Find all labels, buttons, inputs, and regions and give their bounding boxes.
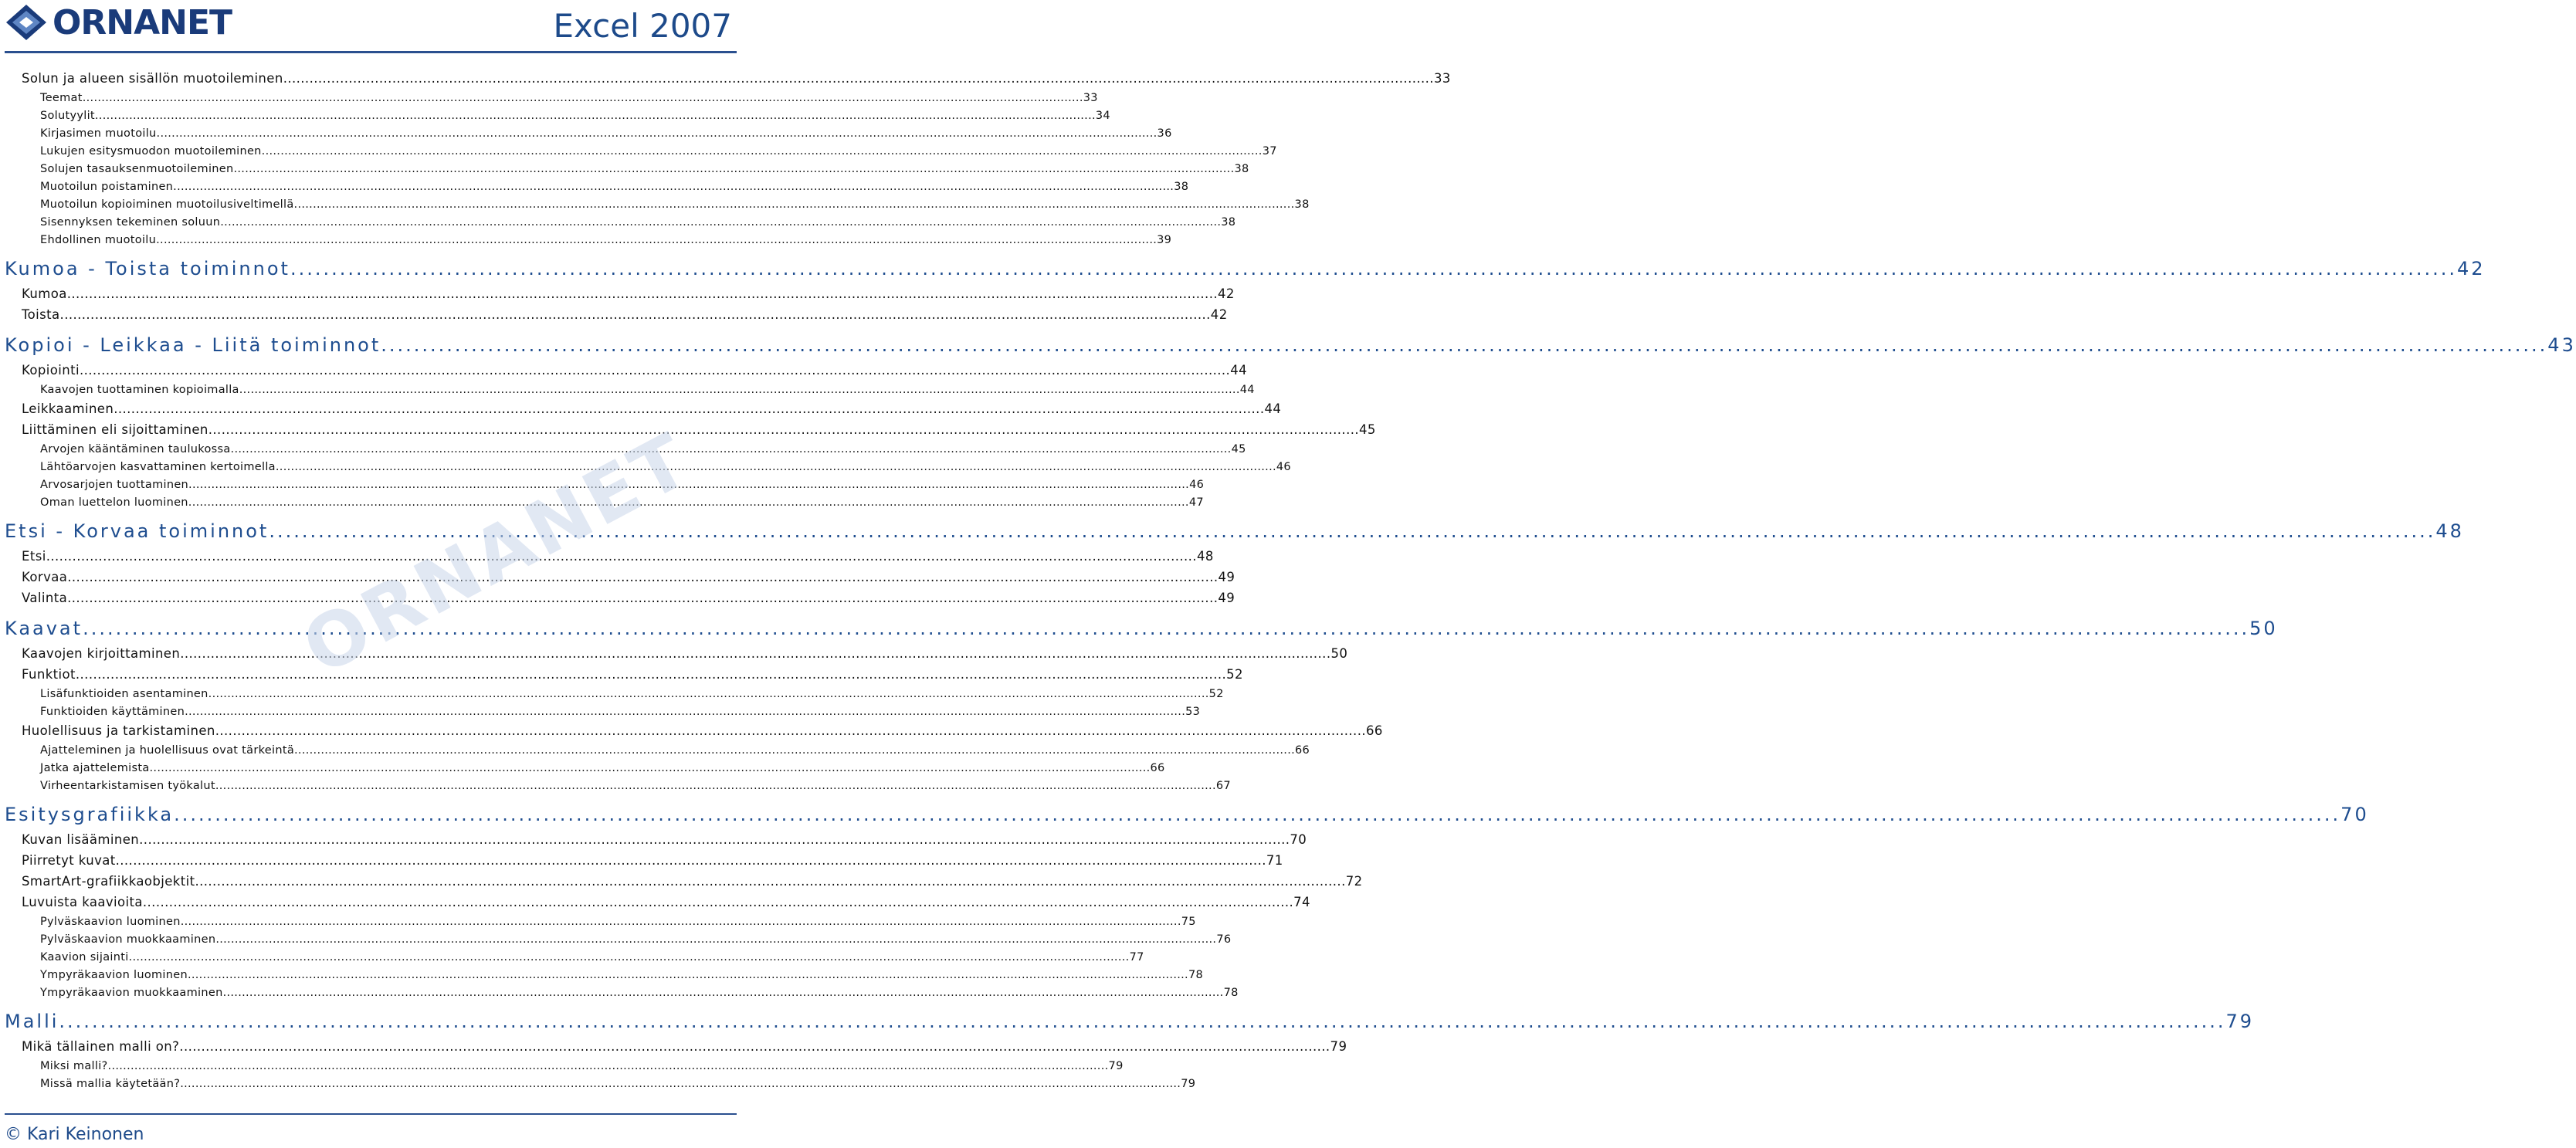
toc-leader-dots xyxy=(157,127,1158,140)
toc-leader-dots xyxy=(76,667,1226,682)
toc-entry-page: 71 xyxy=(1266,853,1283,868)
toc-entry[interactable] xyxy=(22,307,1228,322)
toc-entry[interactable] xyxy=(22,874,1363,889)
toc-entry[interactable] xyxy=(22,895,1310,909)
toc-entry-page: 38 xyxy=(1221,216,1236,229)
toc-entry-label: Huolellisuus ja tarkistaminen xyxy=(22,723,215,738)
toc-entry-label: Kopioi - Leikkaa - Liitä toiminnot xyxy=(5,334,381,356)
toc-leader-dots xyxy=(114,401,1264,416)
toc-leader-dots xyxy=(59,1011,2225,1032)
toc-leader-dots xyxy=(233,163,1234,175)
toc-entry[interactable] xyxy=(40,181,1189,193)
toc-entry-label: Kuvan lisääminen xyxy=(22,832,140,847)
toc-entry-page: 70 xyxy=(1290,832,1307,847)
svg-text:ORNANET: ORNANET xyxy=(289,416,705,693)
toc-entry-label: Piirretyt kuvat xyxy=(22,853,116,868)
toc-entry-page: 50 xyxy=(2249,618,2278,639)
toc-entry-label: Sisennyksen tekeminen soluun xyxy=(40,216,221,229)
toc-entry[interactable] xyxy=(22,646,1348,661)
toc-entry-label: Funktioiden käyttäminen xyxy=(40,706,185,718)
toc-entry-label: Valinta xyxy=(22,591,68,605)
document-title: Excel 2007 xyxy=(553,7,732,45)
toc-entry-label: Arvosarjojen tuottaminen xyxy=(40,479,189,491)
toc-entry[interactable] xyxy=(22,667,1243,682)
page-header xyxy=(0,0,741,48)
toc-entry-page: 44 xyxy=(1230,363,1247,378)
toc-entry-label: Muotoilun kopioiminen muotoilusiveltimellä xyxy=(40,198,294,211)
toc-leader-dots xyxy=(283,71,1434,86)
toc-entry-page: 79 xyxy=(1330,1039,1347,1054)
toc-entry-page: 70 xyxy=(2340,804,2369,825)
toc-section[interactable] xyxy=(5,334,2576,356)
toc-entry[interactable] xyxy=(40,145,1277,157)
toc-entry-page: 45 xyxy=(1231,443,1246,455)
toc-entry-page: 33 xyxy=(1433,71,1451,86)
toc-leader-dots xyxy=(215,780,1216,792)
toc-entry-page: 37 xyxy=(1262,145,1277,157)
toc-entry-page: 79 xyxy=(2225,1011,2254,1032)
toc-entry[interactable] xyxy=(22,1039,1347,1054)
toc-entry-label: Kumoa xyxy=(22,286,67,301)
toc-leader-dots xyxy=(67,591,1218,605)
toc-entry-page: 44 xyxy=(1264,401,1282,416)
toc-entry[interactable] xyxy=(40,780,1231,792)
toc-entry-label: Solutyylit xyxy=(40,110,95,122)
toc-leader-dots xyxy=(269,520,2435,542)
toc-entry[interactable] xyxy=(22,723,1383,738)
toc-leader-dots xyxy=(290,258,2457,279)
toc-entry-page: 66 xyxy=(1366,723,1383,738)
toc-entry-page: 67 xyxy=(1215,780,1231,792)
toc-leader-dots xyxy=(143,895,1293,909)
toc-leader-dots xyxy=(208,422,1359,437)
toc-entry-label: Teemat xyxy=(40,92,83,104)
toc-entry-label: Muotoilun poistaminen xyxy=(40,181,174,193)
toc-entry-label: SmartArt-grafiikkaobjektit xyxy=(22,874,195,889)
toc-entry-label: Jatka ajattelemista xyxy=(40,762,150,774)
toc-entry[interactable] xyxy=(22,570,1235,584)
toc-entry-label: Leikkaaminen xyxy=(22,401,114,416)
toc-entry[interactable] xyxy=(40,987,1239,999)
toc-section[interactable] xyxy=(5,258,2486,279)
toc-entry-label: Solujen tasauksenmuotoileminen xyxy=(40,163,234,175)
toc-leader-dots xyxy=(180,1078,1181,1090)
toc-entry-label: Kaavojen tuottaminen kopioimalla xyxy=(40,384,239,396)
toc-entry[interactable] xyxy=(40,216,1236,229)
toc-entry[interactable] xyxy=(40,1060,1124,1072)
toc-entry-label: Oman luettelon luominen xyxy=(40,496,188,509)
toc-entry-label: Ajatteleminen ja huolellisuus ovat tärkeintä xyxy=(40,744,294,757)
toc-entry-label: Kirjasimen muotoilu xyxy=(40,127,157,140)
toc-entry[interactable] xyxy=(40,969,1204,981)
toc-leader-dots xyxy=(95,110,1096,122)
toc-entry-page: 44 xyxy=(1239,384,1255,396)
toc-entry-label: Malli xyxy=(5,1011,59,1032)
toc-entry-page: 45 xyxy=(1359,422,1376,437)
logo-mark-icon xyxy=(5,3,48,42)
toc-leader-dots xyxy=(231,443,1232,455)
toc-entry[interactable] xyxy=(22,401,1282,416)
toc-entry-page: 53 xyxy=(1185,706,1201,718)
toc-entry-page: 52 xyxy=(1226,667,1243,682)
toc-leader-dots xyxy=(83,618,2249,639)
toc-entry-label: Lisäfunktioiden asentaminen xyxy=(40,688,208,700)
toc-entry-label: Toista xyxy=(22,307,60,322)
toc-entry-label: Kaavojen kirjoittaminen xyxy=(22,646,181,661)
toc-entry[interactable] xyxy=(40,127,1172,140)
footer-copyright: © Kari Keinonen xyxy=(5,1125,144,1144)
toc-leader-dots xyxy=(276,461,1276,473)
toc-leader-dots xyxy=(67,570,1218,584)
toc-entry-page: 38 xyxy=(1294,198,1310,211)
toc-section[interactable] xyxy=(5,520,2464,542)
toc-entry-page: 42 xyxy=(2456,258,2486,279)
toc-entry-page: 49 xyxy=(1218,591,1235,605)
toc-leader-dots xyxy=(180,646,1330,661)
toc-leader-dots xyxy=(195,874,1345,889)
toc-entry-page: 38 xyxy=(1234,163,1249,175)
toc-leader-dots xyxy=(381,334,2547,356)
toc-entry-page: 79 xyxy=(1108,1060,1124,1072)
toc-entry-label: Miksi malli? xyxy=(40,1060,108,1072)
toc-entry-label: Ympyräkaavion muokkaaminen xyxy=(40,987,223,999)
toc-leader-dots xyxy=(179,1039,1330,1054)
toc-leader-dots xyxy=(139,832,1290,847)
toc-entry-page: 78 xyxy=(1223,987,1239,999)
toc-leader-dots xyxy=(215,933,1216,946)
toc-leader-dots xyxy=(239,384,1240,396)
toc-entry-page: 78 xyxy=(1188,969,1204,981)
toc-entry[interactable] xyxy=(40,92,1098,104)
toc-entry-label: Luvuista kaavioita xyxy=(22,895,143,909)
toc-entry-page: 46 xyxy=(1276,461,1291,473)
toc-entry[interactable] xyxy=(40,1078,1196,1090)
toc-entry-page: 38 xyxy=(1174,181,1189,193)
toc-entry-page: 75 xyxy=(1181,916,1196,928)
logo-text: ORNANET xyxy=(53,3,232,42)
toc-entry[interactable] xyxy=(40,706,1201,718)
toc-leader-dots xyxy=(60,307,1211,322)
toc-entry-page: 52 xyxy=(1208,688,1224,700)
toc-leader-dots xyxy=(223,987,1224,999)
toc-entry-label: Kaavat xyxy=(5,618,83,639)
toc-entry-label: Kaavion sijainti xyxy=(40,951,129,963)
toc-entry[interactable] xyxy=(40,744,1310,757)
toc-leader-dots xyxy=(215,723,1366,738)
toc-entry[interactable] xyxy=(22,549,1214,564)
toc-entry[interactable] xyxy=(40,933,1232,946)
toc-entry[interactable] xyxy=(40,234,1172,246)
toc-section[interactable] xyxy=(5,618,2278,639)
toc-entry-label: Kopiointi xyxy=(22,363,80,378)
toc-entry[interactable] xyxy=(22,853,1283,868)
toc-entry-page: 34 xyxy=(1095,110,1110,122)
toc-leader-dots xyxy=(188,479,1189,491)
toc-leader-dots xyxy=(220,216,1221,229)
toc-entry-label: Funktiot xyxy=(22,667,76,682)
toc-leader-dots xyxy=(46,549,1197,564)
header-divider xyxy=(5,51,737,53)
toc-entry-label: Lähtöarvojen kasvattaminen kertoimella xyxy=(40,461,276,473)
toc-leader-dots xyxy=(188,969,1188,981)
toc-leader-dots xyxy=(80,363,1230,378)
toc-leader-dots xyxy=(188,496,1189,509)
toc-entry-page: 48 xyxy=(1196,549,1214,564)
toc-leader-dots xyxy=(208,688,1209,700)
toc-entry-page: 42 xyxy=(1210,307,1228,322)
toc-entry[interactable] xyxy=(22,422,1376,437)
toc-entry-label: Solun ja alueen sisällön muotoileminen xyxy=(22,71,283,86)
toc-entry-label: Missä mallia käytetään? xyxy=(40,1078,181,1090)
toc-entry-page: 79 xyxy=(1181,1078,1196,1090)
toc-entry-label: Etsi xyxy=(22,549,46,564)
toc-entry-label: Pylväskaavion luominen xyxy=(40,916,181,928)
toc-leader-dots xyxy=(174,804,2340,825)
toc-entry-page: 66 xyxy=(1295,744,1310,757)
toc-section[interactable] xyxy=(5,1011,2254,1032)
toc-entry-label: Ympyräkaavion luominen xyxy=(40,969,188,981)
toc-entry-page: 39 xyxy=(1157,234,1172,246)
toc-entry[interactable] xyxy=(40,110,1110,122)
toc-entry[interactable] xyxy=(40,479,1205,491)
toc-section[interactable] xyxy=(5,804,2369,825)
toc-leader-dots xyxy=(181,916,1181,928)
toc-entry[interactable] xyxy=(40,461,1291,473)
toc-entry-page: 74 xyxy=(1293,895,1310,909)
toc-entry[interactable] xyxy=(40,762,1165,774)
toc-entry-label: Arvojen kääntäminen taulukossa xyxy=(40,443,231,455)
toc-entry-page: 48 xyxy=(2435,520,2464,542)
toc-entry-label: Etsi - Korvaa toiminnot xyxy=(5,520,269,542)
toc-entry-label: Lukujen esitysmuodon muotoileminen xyxy=(40,145,262,157)
toc-entry-label: Kumoa - Toista toiminnot xyxy=(5,258,290,279)
toc-entry[interactable] xyxy=(40,198,1310,211)
toc-entry[interactable] xyxy=(40,163,1249,175)
toc-entry[interactable] xyxy=(40,916,1196,928)
toc-entry-page: 77 xyxy=(1129,951,1144,963)
toc-leader-dots xyxy=(294,744,1295,757)
toc-entry-label: Liittäminen eli sijoittaminen xyxy=(22,422,208,437)
toc-leader-dots xyxy=(67,286,1218,301)
toc-entry-page: 36 xyxy=(1157,127,1172,140)
ornanet-logo xyxy=(5,3,259,42)
toc-entry-page: 43 xyxy=(2547,334,2576,356)
toc-entry[interactable] xyxy=(40,688,1224,700)
toc-entry-label: Virheentarkistamisen työkalut xyxy=(40,780,215,792)
footer-divider xyxy=(5,1113,737,1115)
toc-entry-label: Esitysgrafiikka xyxy=(5,804,175,825)
toc-entry-page: 66 xyxy=(1150,762,1165,774)
toc-leader-dots xyxy=(262,145,1263,157)
toc-leader-dots xyxy=(156,234,1157,246)
toc-leader-dots xyxy=(150,762,1151,774)
toc-entry[interactable] xyxy=(22,286,1235,301)
toc-entry-page: 33 xyxy=(1083,92,1098,104)
toc-leader-dots xyxy=(129,951,1130,963)
toc-leader-dots xyxy=(185,706,1185,718)
toc-entry[interactable] xyxy=(40,496,1204,509)
toc-entry[interactable] xyxy=(40,384,1255,396)
toc-entry-page: 50 xyxy=(1330,646,1348,661)
toc-entry-page: 42 xyxy=(1218,286,1235,301)
toc-leader-dots xyxy=(83,92,1083,104)
toc-entry-page: 72 xyxy=(1345,874,1363,889)
toc-leader-dots xyxy=(294,198,1295,211)
toc-entry-label: Pylväskaavion muokkaaminen xyxy=(40,933,216,946)
toc-entry-label: Korvaa xyxy=(22,570,68,584)
toc-leader-dots xyxy=(108,1060,1109,1072)
toc-entry-page: 76 xyxy=(1216,933,1232,946)
toc-entry[interactable] xyxy=(40,443,1246,455)
toc-entry[interactable] xyxy=(22,363,1247,378)
toc-entry-label: Mikä tällainen malli on? xyxy=(22,1039,180,1054)
toc-entry-page: 47 xyxy=(1188,496,1204,509)
toc-entry[interactable] xyxy=(22,591,1235,605)
toc-entry-page: 46 xyxy=(1189,479,1205,491)
toc-entry-label: Ehdollinen muotoilu xyxy=(40,234,157,246)
toc-leader-dots xyxy=(173,181,1174,193)
toc-entry[interactable] xyxy=(22,832,1307,847)
toc-entry[interactable] xyxy=(40,951,1144,963)
toc-entry-page: 49 xyxy=(1218,570,1235,584)
toc-entry[interactable] xyxy=(22,71,1451,86)
toc-leader-dots xyxy=(116,853,1266,868)
